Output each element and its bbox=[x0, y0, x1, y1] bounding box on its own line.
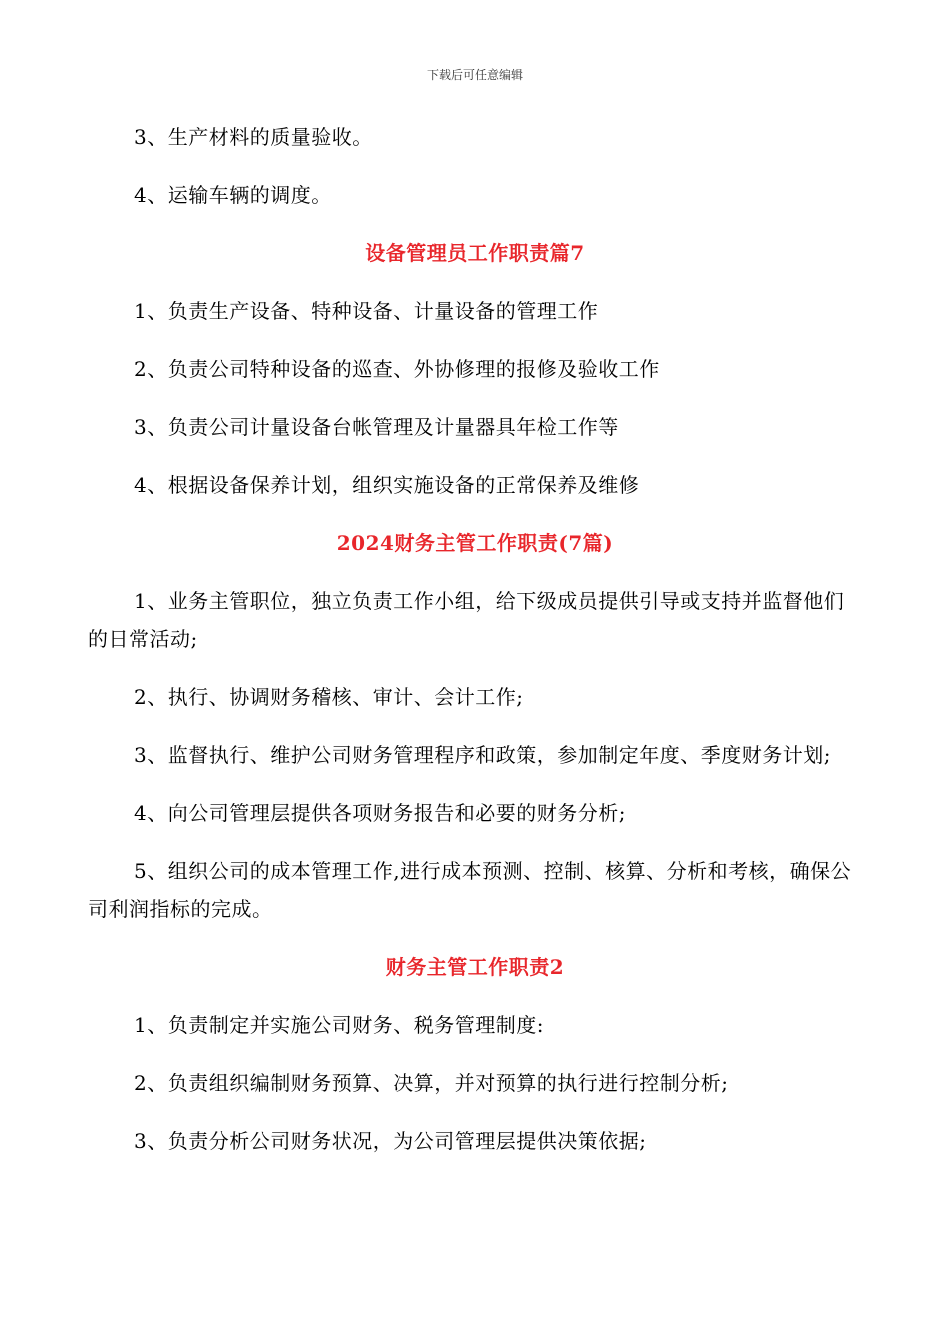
paragraph: 1、业务主管职位，独立负责工作小组，给下级成员提供引导或支持并监督他们的日常活动; bbox=[88, 589, 845, 651]
document-body bbox=[88, 118, 862, 1180]
section-heading: 财务主管工作职责2 bbox=[385, 955, 565, 979]
paragraph: 4、向公司管理层提供各项财务报告和必要的财务分析; bbox=[134, 801, 626, 825]
section-heading: 2024财务主管工作职责(7篇) bbox=[336, 531, 614, 555]
paragraph: 5、组织公司的成本管理工作,进行成本预测、控制、核算、分析和考核，确保公司利润指标的完成。 bbox=[88, 859, 852, 921]
page-header: 下载后可任意编辑 bbox=[426, 68, 523, 82]
paragraph: 4、根据设备保养计划，组织实施设备的正常保养及维修 bbox=[134, 473, 640, 497]
paragraph: 3、负责公司计量设备台帐管理及计量器具年检工作等 bbox=[134, 415, 619, 439]
paragraph: 2、负责组织编制财务预算、决算，并对预算的执行进行控制分析; bbox=[134, 1071, 729, 1095]
paragraph: 1、负责制定并实施公司财务、税务管理制度: bbox=[134, 1013, 544, 1037]
paragraph: 2、执行、协调财务稽核、审计、会计工作; bbox=[134, 685, 524, 709]
paragraph: 3、负责分析公司财务状况，为公司管理层提供决策依据; bbox=[134, 1129, 647, 1153]
paragraph: 4、运输车辆的调度。 bbox=[134, 183, 332, 207]
paragraph: 3、监督执行、维护公司财务管理程序和政策，参加制定年度、季度财务计划; bbox=[134, 743, 831, 767]
paragraph: 1、负责生产设备、特种设备、计量设备的管理工作 bbox=[134, 299, 599, 323]
paragraph: 2、负责公司特种设备的巡查、外协修理的报修及验收工作 bbox=[134, 357, 660, 381]
section-heading: 设备管理员工作职责篇7 bbox=[365, 241, 585, 265]
paragraph: 3、生产材料的质量验收。 bbox=[134, 125, 373, 149]
